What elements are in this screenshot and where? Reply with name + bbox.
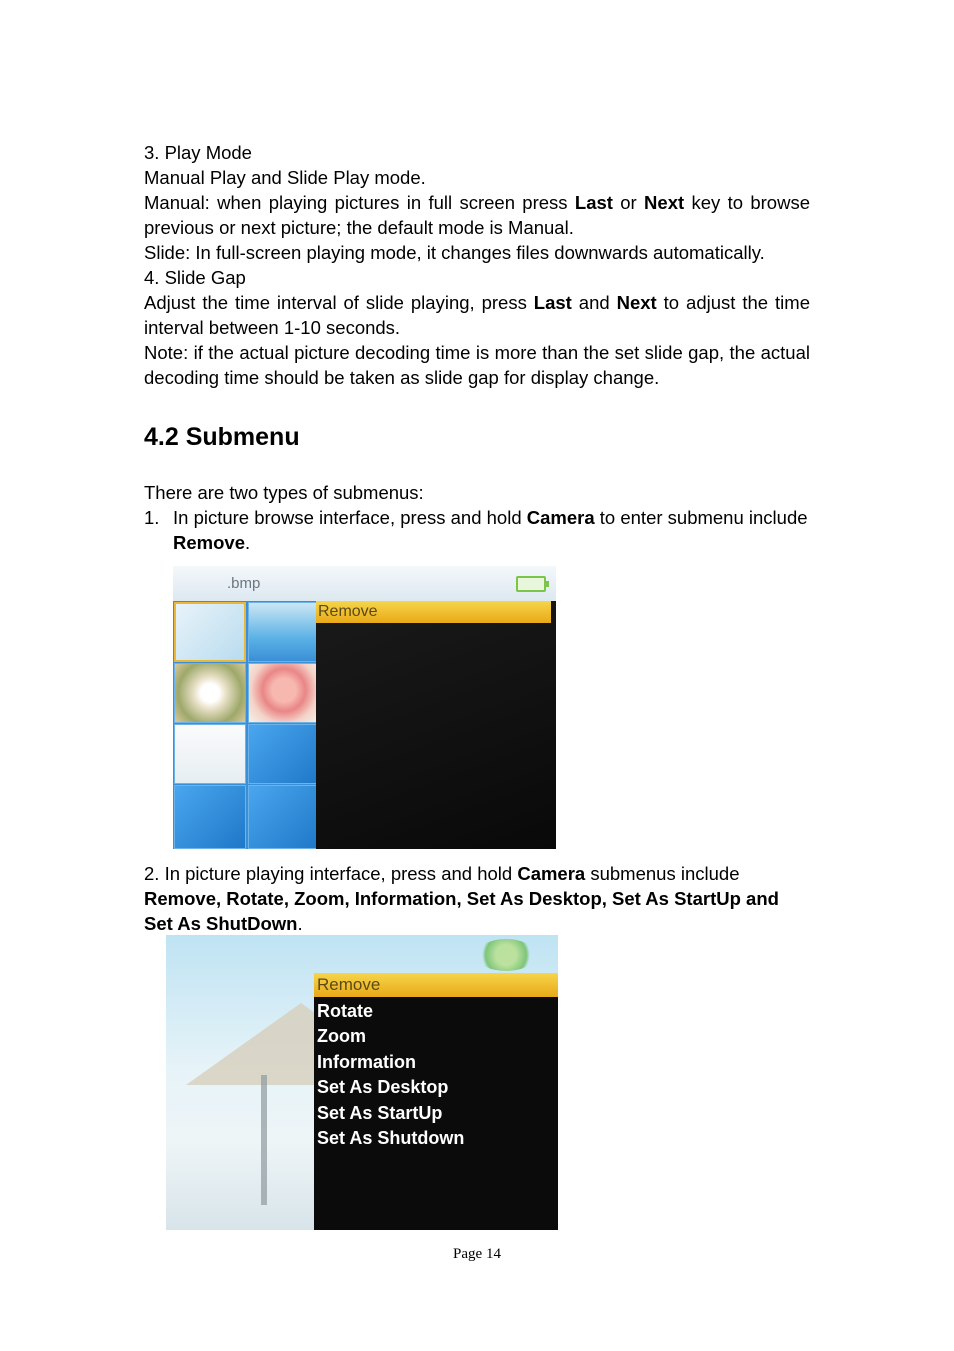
- submenu-item-2: 2. In picture playing interface, press and hold Camera submenus include Remove, Rotate, Zoom, Information, Set As Desktop, Set As StartUp and Set As ShutDown.: [144, 863, 779, 934]
- menu-item-set-as-startup[interactable]: Set As StartUp: [317, 1103, 443, 1123]
- submenu-intro: There are two types of submenus:: [144, 482, 424, 503]
- status-bar: [173, 566, 556, 601]
- submenu-options-list: Remove, Rotate, Zoom, Information, Set As Desktop, Set As StartUp and Set As ShutDown: [144, 888, 779, 934]
- submenu-heading: 4.2 Submenu: [144, 423, 300, 451]
- menu-item-zoom[interactable]: Zoom: [317, 1026, 366, 1046]
- slide-gap-note: Note: if the actual picture decoding time is more than the set slide gap, the actual decoding time should be taken as slide gap for display change.: [144, 342, 810, 388]
- manual-mode-description: Manual: when playing pictures in full screen press Last or Next key to browse previous or next picture; the default mode is Manual.: [144, 192, 810, 238]
- camera-key: Camera: [517, 863, 586, 884]
- last-key: Last: [574, 192, 613, 213]
- battery-icon: [516, 576, 546, 592]
- menu-item-remove[interactable]: Remove: [316, 601, 551, 623]
- camera-key: Camera: [526, 507, 595, 528]
- menu-item-remove[interactable]: Remove: [314, 973, 558, 997]
- page-number: Page 14: [453, 1246, 501, 1262]
- menu-item-information[interactable]: Information: [317, 1052, 416, 1072]
- menu-item-rotate[interactable]: Rotate: [317, 1001, 374, 1021]
- slide-gap-description: Adjust the time interval of slide playing, press Last and Next to adjust the time interval between 1-10 seconds.: [144, 292, 810, 338]
- thumbnail[interactable]: [248, 663, 320, 723]
- next-key: Next: [644, 192, 685, 213]
- thumbnail[interactable]: [174, 663, 246, 723]
- slide-mode-description: Slide: In full-screen playing mode, it changes files downwards automatically.: [144, 242, 765, 263]
- menu-item-set-as-shutdown[interactable]: Set As Shutdown: [317, 1128, 465, 1148]
- section-title-slide-gap: 4. Slide Gap: [144, 267, 246, 288]
- thumbnail[interactable]: [174, 724, 246, 784]
- playing-submenu: [314, 973, 558, 1230]
- browse-submenu: [316, 601, 556, 849]
- thumbnail-selected[interactable]: [174, 602, 246, 662]
- play-mode-summary: Manual Play and Slide Play mode.: [144, 167, 426, 188]
- file-name: .bmp: [227, 575, 261, 592]
- thumbnail-empty: [174, 785, 246, 849]
- remove-option: Remove: [173, 532, 245, 553]
- thumbnail-grid: [173, 601, 316, 849]
- thumbnail[interactable]: [248, 602, 320, 662]
- menu-item-set-as-desktop[interactable]: Set As Desktop: [317, 1077, 449, 1097]
- playing-interface-screenshot: [166, 935, 558, 1230]
- umbrella-pole: [261, 1075, 267, 1205]
- thumbnail-empty: [248, 785, 320, 849]
- submenu-item-1: 1. In picture browse interface, press and hold Camera to enter submenu include Remove.: [144, 507, 808, 553]
- leaf-decoration: [476, 939, 536, 971]
- last-key: Last: [533, 292, 572, 313]
- next-key: Next: [616, 292, 657, 313]
- browse-interface-screenshot: [173, 566, 556, 849]
- section-title-play-mode: 3. Play Mode: [144, 142, 252, 163]
- thumbnail-empty: [248, 724, 320, 784]
